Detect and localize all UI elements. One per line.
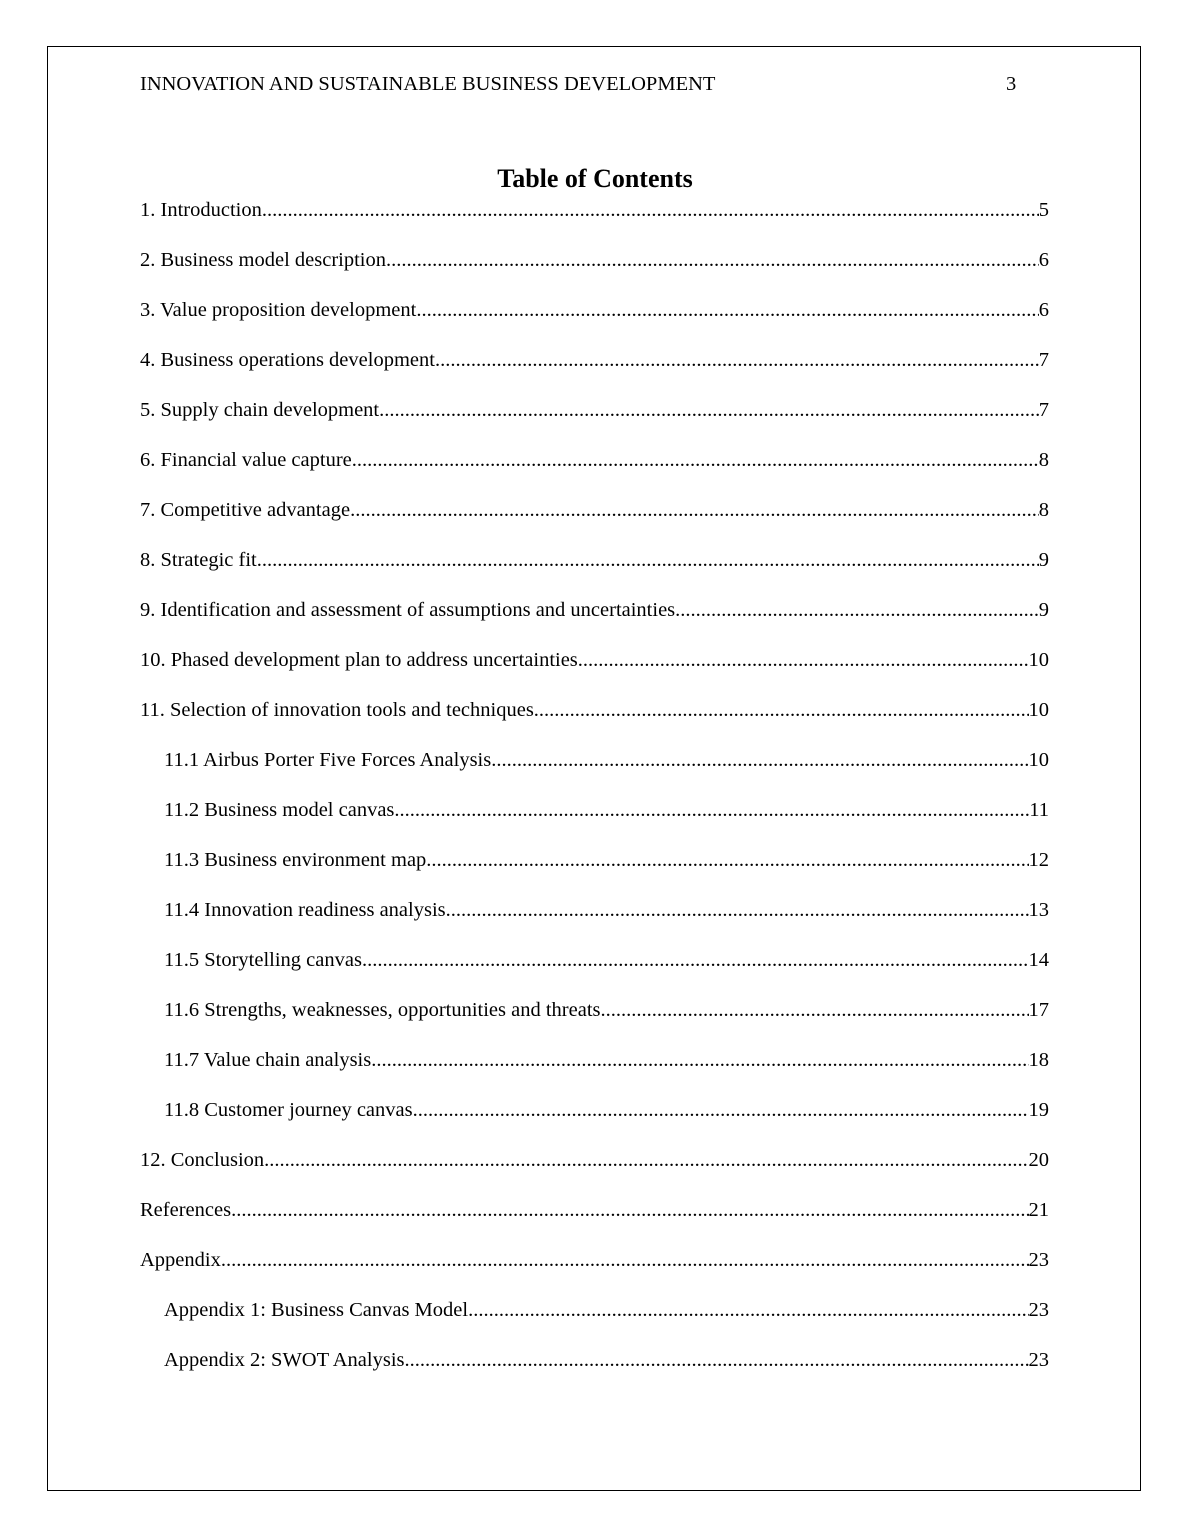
toc-entry-label: 7. Competitive advantage [140, 499, 351, 521]
toc-dot-leader [264, 1147, 1028, 1173]
toc-entry-label: Appendix 2: SWOT Analysis [164, 1349, 405, 1371]
toc-dot-leader [379, 397, 1039, 423]
toc-dot-leader [350, 497, 1039, 523]
toc-entry[interactable] [140, 1047, 1049, 1097]
toc-entry[interactable] [140, 1097, 1049, 1147]
toc-entry-page: 23 [1028, 1299, 1049, 1321]
toc-entry[interactable] [140, 897, 1049, 947]
toc-entry[interactable] [140, 997, 1049, 1047]
toc-dot-leader [352, 447, 1039, 473]
toc-entry-page: 18 [1028, 1049, 1049, 1071]
toc-entry-page: 12 [1028, 849, 1049, 871]
toc-entry[interactable] [140, 597, 1049, 647]
toc-dot-leader [394, 797, 1029, 823]
toc-dot-leader [413, 1097, 1029, 1123]
toc-entry-label: 5. Supply chain development [140, 399, 380, 421]
toc-entry-label: 11.7 Value chain analysis [164, 1049, 372, 1071]
toc-entry-label: 1. Introduction [140, 199, 262, 221]
toc-entry-page: 9 [1038, 549, 1049, 571]
toc-entry-page: 23 [1028, 1249, 1049, 1271]
toc-entry[interactable] [140, 747, 1049, 797]
toc-entry[interactable] [140, 197, 1049, 247]
toc-entry[interactable] [140, 697, 1049, 747]
toc-entry[interactable] [140, 447, 1049, 497]
running-head: INNOVATION AND SUSTAINABLE BUSINESS DEVELOPMENT [140, 73, 716, 95]
toc-entry-page: 9 [1038, 599, 1049, 621]
toc-entry-label: 3. Value proposition development [140, 299, 417, 321]
toc-dot-leader [468, 1297, 1028, 1323]
toc-entry-page: 7 [1038, 349, 1049, 371]
toc-entry-label: Appendix [140, 1249, 221, 1271]
toc-entry[interactable] [140, 847, 1049, 897]
toc-entry[interactable] [140, 497, 1049, 547]
toc-dot-leader [426, 847, 1028, 873]
toc-entry-page: 17 [1028, 999, 1049, 1021]
toc-entry-label: 6. Financial value capture [140, 449, 352, 471]
page-number: 3 [1006, 73, 1017, 95]
toc-dot-leader [491, 747, 1028, 773]
toc-entry-page: 10 [1028, 749, 1049, 771]
toc-dot-leader [601, 997, 1029, 1023]
toc-entry-page: 6 [1038, 249, 1049, 271]
toc-entry-page: 23 [1028, 1349, 1049, 1371]
toc-entry-page: 11 [1029, 799, 1049, 821]
toc-entry-page: 7 [1038, 399, 1049, 421]
toc-dot-leader [362, 947, 1029, 973]
toc-entry-label: 11.1 Airbus Porter Five Forces Analysis [164, 749, 492, 771]
toc-entry-label: 10. Phased development plan to address uncertainties [140, 649, 578, 671]
toc-entry-label: 2. Business model description [140, 249, 386, 271]
toc-entry-label: 11.6 Strengths, weaknesses, opportunities and threats [164, 999, 601, 1021]
toc-entry-page: 13 [1028, 899, 1049, 921]
toc-entry-page: 5 [1038, 199, 1049, 221]
toc-entry[interactable] [140, 647, 1049, 697]
toc-entry-page: 19 [1028, 1099, 1049, 1121]
toc-entry[interactable] [140, 297, 1049, 347]
toc-entry-label: 9. Identification and assessment of assumptions and uncertainties [140, 599, 676, 621]
toc-entry[interactable] [140, 1197, 1049, 1247]
toc-entry-label: 11.2 Business model canvas [164, 799, 395, 821]
toc-entry[interactable] [140, 1297, 1049, 1347]
toc-entry-label: 4. Business operations development [140, 349, 435, 371]
toc-entry-page: 8 [1038, 449, 1049, 471]
toc-dot-leader [371, 1047, 1028, 1073]
toc-entry[interactable] [140, 947, 1049, 997]
toc-entry-page: 10 [1028, 699, 1049, 721]
toc-entry-label: Appendix 1: Business Canvas Model [164, 1299, 469, 1321]
toc-dot-leader [446, 897, 1029, 923]
toc-entry[interactable] [140, 347, 1049, 397]
toc-dot-leader [578, 647, 1029, 673]
toc-entry[interactable] [140, 1347, 1049, 1397]
toc-entry-page: 10 [1028, 649, 1049, 671]
toc-dot-leader [534, 697, 1029, 723]
toc-dot-leader [675, 597, 1039, 623]
toc-dot-leader [416, 297, 1038, 323]
toc-entry-label: 8. Strategic fit [140, 549, 257, 571]
toc-entry-page: 6 [1038, 299, 1049, 321]
toc-entry-label: 11.5 Storytelling canvas [164, 949, 362, 971]
toc-entry-page: 14 [1028, 949, 1049, 971]
toc-entry-page: 21 [1028, 1199, 1049, 1221]
toc-title: Table of Contents [497, 164, 693, 193]
toc-entry[interactable] [140, 1147, 1049, 1197]
toc-dot-leader [386, 247, 1039, 273]
toc-list [140, 197, 1049, 1397]
toc-entry-label: References [140, 1199, 232, 1221]
toc-dot-leader [231, 1197, 1028, 1223]
toc-dot-leader [221, 1247, 1029, 1273]
toc-entry-label: 11. Selection of innovation tools and techniques [140, 699, 534, 721]
toc-entry-label: 11.8 Customer journey canvas [164, 1099, 413, 1121]
toc-entry[interactable] [140, 797, 1049, 847]
toc-entry-label: 11.3 Business environment map [164, 849, 427, 871]
toc-dot-leader [262, 197, 1039, 223]
toc-dot-leader [405, 1347, 1029, 1373]
toc-entry[interactable] [140, 1247, 1049, 1297]
toc-entry[interactable] [140, 247, 1049, 297]
toc-dot-leader [257, 547, 1039, 573]
toc-entry-label: 12. Conclusion [140, 1149, 265, 1171]
toc-entry-page: 8 [1038, 499, 1049, 521]
toc-dot-leader [435, 347, 1039, 373]
toc-entry-page: 20 [1028, 1149, 1049, 1171]
toc-entry[interactable] [140, 397, 1049, 447]
toc-entry-label: 11.4 Innovation readiness analysis [164, 899, 446, 921]
toc-entry[interactable] [140, 547, 1049, 597]
